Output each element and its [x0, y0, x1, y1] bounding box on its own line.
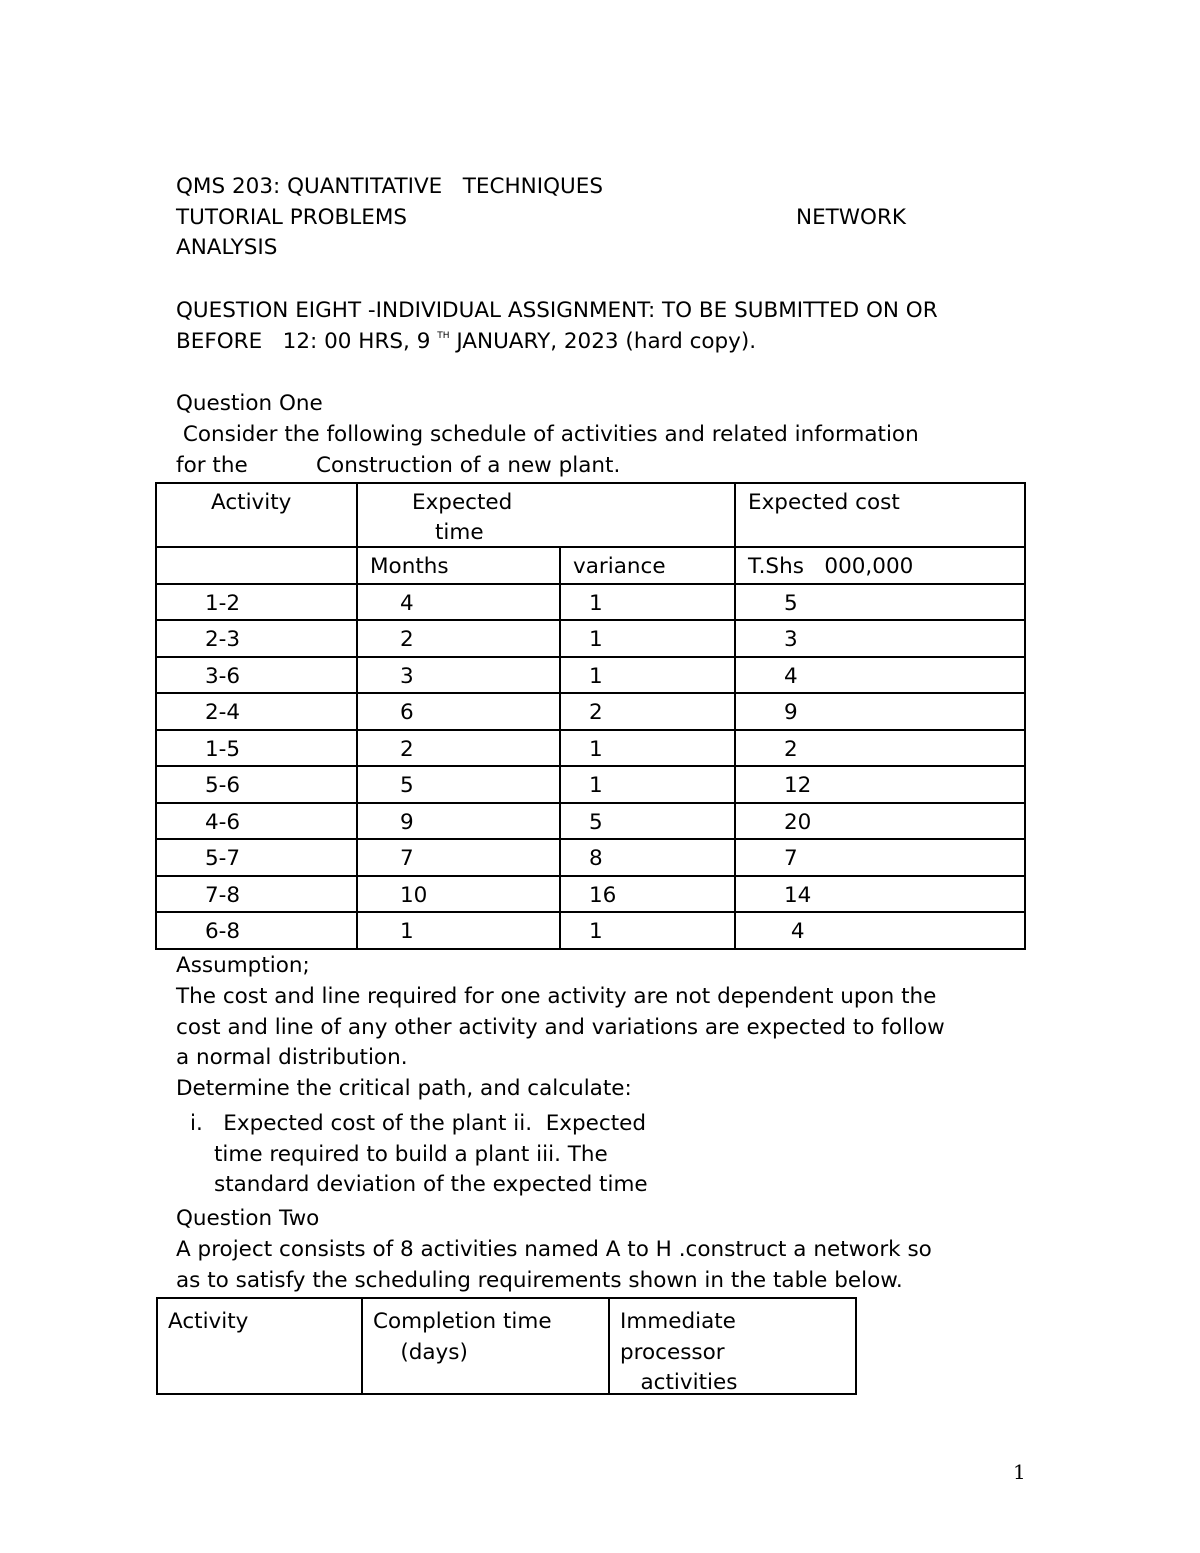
cell-activity: 6-8 — [156, 912, 357, 949]
assignment-notice-line2 — [176, 331, 756, 353]
table-header-row — [156, 483, 1025, 547]
sub-question-line1: i. Expected cost of the plant ii. Expected — [190, 1111, 647, 1136]
cell-activity: 1-5 — [156, 730, 357, 767]
page-number: 1 — [1013, 1460, 1026, 1484]
question-two-title: Question Two — [176, 1206, 320, 1231]
activity-schedule-table — [155, 482, 1026, 950]
cell-activity: 4-6 — [156, 803, 357, 840]
sub-question-line3: standard deviation of the expected time — [214, 1172, 648, 1197]
cell-cost: 2 — [735, 730, 1025, 767]
deadline-text: BEFORE 12: 00 HRS, 9 — [176, 329, 438, 354]
cell-months: 4 — [357, 584, 560, 621]
cell-cost: 9 — [735, 693, 1025, 730]
cell-activity: 5-6 — [156, 766, 357, 803]
header-completion-time: Completion time (days) — [362, 1298, 609, 1394]
cell-cost: 3 — [735, 620, 1025, 657]
cell-variance: 1 — [560, 730, 735, 767]
table-row — [156, 876, 1025, 913]
cell-cost: 7 — [735, 839, 1025, 876]
scheduling-requirements-table — [156, 1297, 857, 1395]
determine-instruction: Determine the critical path, and calculate: — [176, 1076, 632, 1101]
header-expected-time: Expected time — [357, 483, 735, 547]
deadline-date: JANUARY, 2023 (hard copy). — [449, 329, 757, 354]
table-row — [156, 803, 1025, 840]
cell-cost: 12 — [735, 766, 1025, 803]
cell-months: 6 — [357, 693, 560, 730]
cell-variance: 1 — [560, 657, 735, 694]
cell-cost: 14 — [735, 876, 1025, 913]
assignment-notice-line1: QUESTION EIGHT -INDIVIDUAL ASSIGNMENT: TO BE SUBMITTED ON OR — [176, 298, 938, 323]
assumption-line3: a normal distribution. — [176, 1045, 408, 1070]
cell-months: 2 — [357, 620, 560, 657]
cell-cost: 4 — [735, 912, 1025, 949]
cell-months: 2 — [357, 730, 560, 767]
table-row — [156, 766, 1025, 803]
table-row — [156, 912, 1025, 949]
cell-months: 7 — [357, 839, 560, 876]
header-activity: Activity — [156, 483, 357, 547]
question-one-intro-line1: Consider the following schedule of activities and related information — [176, 422, 919, 447]
subheader-months: Months — [357, 547, 560, 584]
table-row — [156, 657, 1025, 694]
table-subheader-row — [156, 547, 1025, 584]
cell-variance: 1 — [560, 584, 735, 621]
topic-label-network: NETWORK — [796, 205, 907, 230]
cell-variance: 5 — [560, 803, 735, 840]
table-row — [156, 584, 1025, 621]
table-header-row — [157, 1298, 856, 1394]
cell-activity: 2-3 — [156, 620, 357, 657]
question-two-intro-line1: A project consists of 8 activities named A to H .construct a network so — [176, 1237, 932, 1262]
ordinal-suffix: TH — [437, 331, 450, 341]
cell-months: 1 — [357, 912, 560, 949]
cell-variance: 2 — [560, 693, 735, 730]
cell-activity: 5-7 — [156, 839, 357, 876]
cell-cost: 20 — [735, 803, 1025, 840]
cell-variance: 8 — [560, 839, 735, 876]
question-two-intro-line2: as to satisfy the scheduling requirements shown in the table below. — [176, 1268, 903, 1293]
tutorial-label: TUTORIAL PROBLEMS — [176, 205, 408, 230]
cell-activity: 1-2 — [156, 584, 357, 621]
header-immediate-processor: Immediate processor activities — [609, 1298, 856, 1394]
cell-activity: 2-4 — [156, 693, 357, 730]
cell-variance: 1 — [560, 620, 735, 657]
cell-variance: 1 — [560, 766, 735, 803]
table-row — [156, 839, 1025, 876]
cell-variance: 16 — [560, 876, 735, 913]
subheader-variance: variance — [560, 547, 735, 584]
topic-label-analysis: ANALYSIS — [176, 235, 278, 260]
assumption-title: Assumption; — [176, 953, 310, 978]
table-row — [156, 620, 1025, 657]
question-one-intro-line2: for the Construction of a new plant. — [176, 453, 621, 478]
cell-activity: 3-6 — [156, 657, 357, 694]
cell-months: 5 — [357, 766, 560, 803]
cell-months: 10 — [357, 876, 560, 913]
cell-months: 9 — [357, 803, 560, 840]
sub-question-line2: time required to build a plant iii. The — [214, 1142, 608, 1167]
table-row — [156, 730, 1025, 767]
cell-cost: 5 — [735, 584, 1025, 621]
header-activity: Activity — [157, 1298, 362, 1394]
subheader-cost-unit: T.Shs 000,000 — [735, 547, 1025, 584]
header-expected-cost: Expected cost — [735, 483, 1025, 547]
assumption-line1: The cost and line required for one activity are not dependent upon the — [176, 984, 937, 1009]
table-row — [156, 693, 1025, 730]
question-one-title: Question One — [176, 391, 323, 416]
cell-months: 3 — [357, 657, 560, 694]
cell-activity: 7-8 — [156, 876, 357, 913]
cell-variance: 1 — [560, 912, 735, 949]
cell-cost: 4 — [735, 657, 1025, 694]
subheader-empty — [156, 547, 357, 584]
course-title: QMS 203: QUANTITATIVE TECHNIQUES — [176, 174, 603, 199]
assumption-line2: cost and line of any other activity and variations are expected to follow — [176, 1015, 945, 1040]
